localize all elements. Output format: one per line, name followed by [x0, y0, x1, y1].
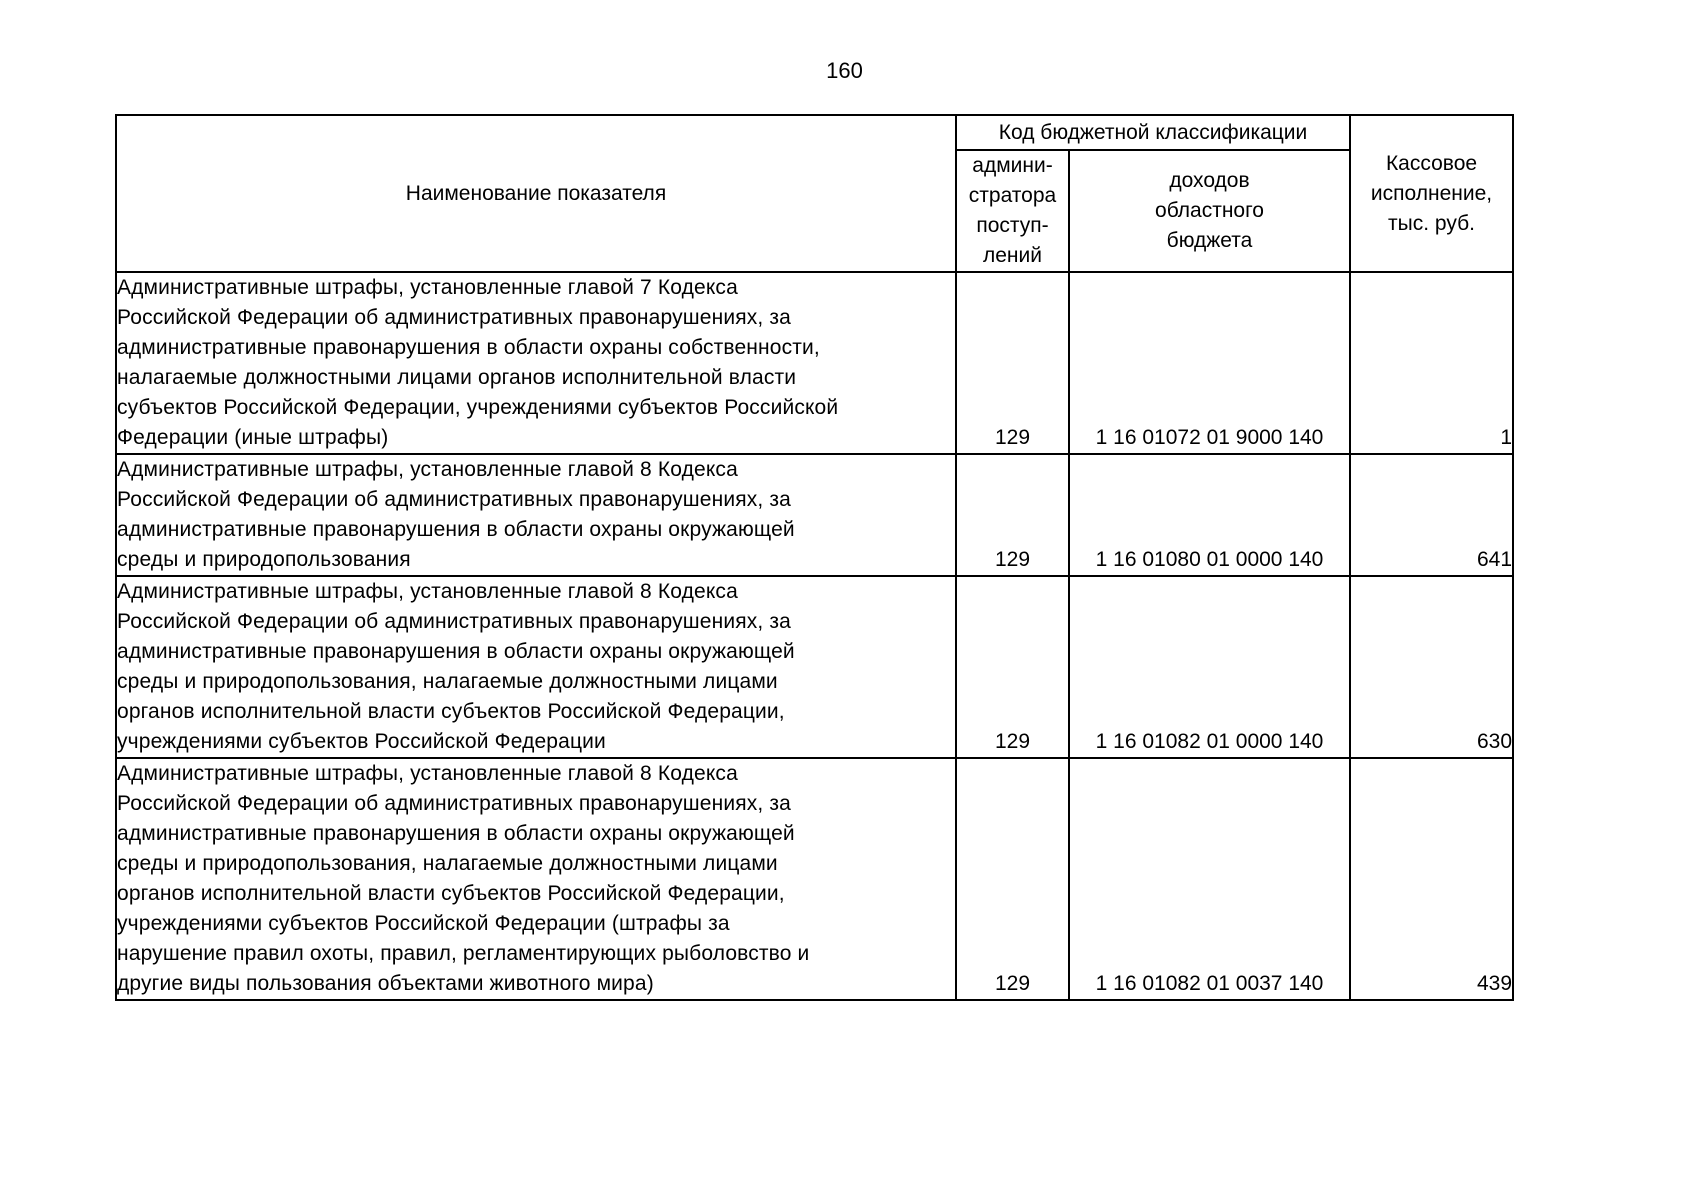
table-header — [116, 115, 1513, 272]
indicator-name-line: учреждениями субъектов Российской Федерации (штрафы за — [117, 912, 730, 935]
cash-execution-cell: 641 — [1350, 454, 1513, 576]
indicator-name-cell — [116, 454, 956, 576]
indicator-name-line: учреждениями субъектов Российской Федерации — [117, 730, 606, 753]
header-income-line: бюджета — [1166, 229, 1253, 252]
indicator-name-line: административные правонарушения в области охраны собственности, — [117, 336, 820, 359]
header-income — [1069, 150, 1350, 272]
table-row — [116, 758, 1513, 1000]
indicator-name-line: среды и природопользования, налагаемые должностными лицами — [117, 670, 778, 693]
cash-execution-cell: 630 — [1350, 576, 1513, 758]
administrator-code-cell: 129 — [956, 758, 1069, 1000]
administrator-code-cell: 129 — [956, 272, 1069, 454]
table-body — [116, 272, 1513, 1000]
indicator-name-line: Административные штрафы, установленные главой 8 Кодекса — [117, 762, 738, 785]
header-admin-line: лений — [983, 244, 1042, 267]
indicator-name-cell — [116, 758, 956, 1000]
income-code-cell: 1 16 01082 01 0000 140 — [1069, 576, 1350, 758]
indicator-name-cell — [116, 576, 956, 758]
header-cash-execution — [1350, 115, 1513, 272]
header-cash-line: Кассовое — [1385, 151, 1478, 175]
header-name: Наименование показателя — [116, 115, 956, 272]
header-budget-code-group: Код бюджетной классификации — [956, 115, 1350, 150]
header-admin-line: админи- — [972, 154, 1053, 177]
header-cash-line: исполнение, — [1370, 181, 1493, 205]
table-row — [116, 576, 1513, 758]
indicator-name-line: среды и природопользования — [117, 548, 411, 571]
header-administrator — [956, 150, 1069, 272]
indicator-name-line: органов исполнительной власти субъектов Российской Федерации, — [117, 700, 785, 723]
table-row — [116, 454, 1513, 576]
indicator-name-line: административные правонарушения в области охраны окружающей — [117, 822, 795, 845]
indicator-name-line: Административные штрафы, установленные главой 8 Кодекса — [117, 458, 738, 481]
cash-execution-cell: 439 — [1350, 758, 1513, 1000]
indicator-name-line: Российской Федерации об административных правонарушениях, за — [117, 792, 791, 815]
income-code-cell: 1 16 01072 01 9000 140 — [1069, 272, 1350, 454]
cash-execution-cell: 1 — [1350, 272, 1513, 454]
header-income-line: областного — [1155, 199, 1264, 222]
indicator-name-line: нарушение правил охоты, правил, регламентирующих рыболовство и — [117, 942, 810, 965]
indicator-name-line: административные правонарушения в области охраны окружающей — [117, 640, 795, 663]
header-admin-line: поступ- — [976, 214, 1049, 237]
indicator-name-line: среды и природопользования, налагаемые должностными лицами — [117, 852, 778, 875]
indicator-name-line: Российской Федерации об административных правонарушениях, за — [117, 488, 791, 511]
table-row — [116, 272, 1513, 454]
income-code-cell: 1 16 01080 01 0000 140 — [1069, 454, 1350, 576]
indicator-name-line: Административные штрафы, установленные главой 7 Кодекса — [117, 276, 738, 299]
header-cash-line: тыс. руб. — [1388, 211, 1475, 235]
page-number: 160 — [826, 58, 863, 83]
header-income-line: доходов — [1169, 169, 1250, 192]
income-code-cell: 1 16 01082 01 0037 140 — [1069, 758, 1350, 1000]
administrator-code-cell: 129 — [956, 454, 1069, 576]
indicator-name-line: Российской Федерации об административных правонарушениях, за — [117, 306, 791, 329]
indicator-name-line: субъектов Российской Федерации, учреждениями субъектов Российской — [117, 396, 839, 419]
indicator-name-line: Российской Федерации об административных правонарушениях, за — [117, 610, 791, 633]
administrator-code-cell: 129 — [956, 576, 1069, 758]
indicator-name-cell — [116, 272, 956, 454]
indicator-name-line: налагаемые должностными лицами органов исполнительной власти — [117, 366, 797, 389]
indicator-name-line: Административные штрафы, установленные главой 8 Кодекса — [117, 580, 738, 603]
indicator-name-line: органов исполнительной власти субъектов Российской Федерации, — [117, 882, 785, 905]
indicator-name-line: административные правонарушения в области охраны окружающей — [117, 518, 795, 541]
indicator-name-line: Федерации (иные штрафы) — [117, 426, 389, 449]
header-admin-line: стратора — [968, 184, 1057, 207]
indicator-name-line: другие виды пользования объектами животного мира) — [117, 972, 654, 995]
budget-table — [115, 114, 1514, 1001]
